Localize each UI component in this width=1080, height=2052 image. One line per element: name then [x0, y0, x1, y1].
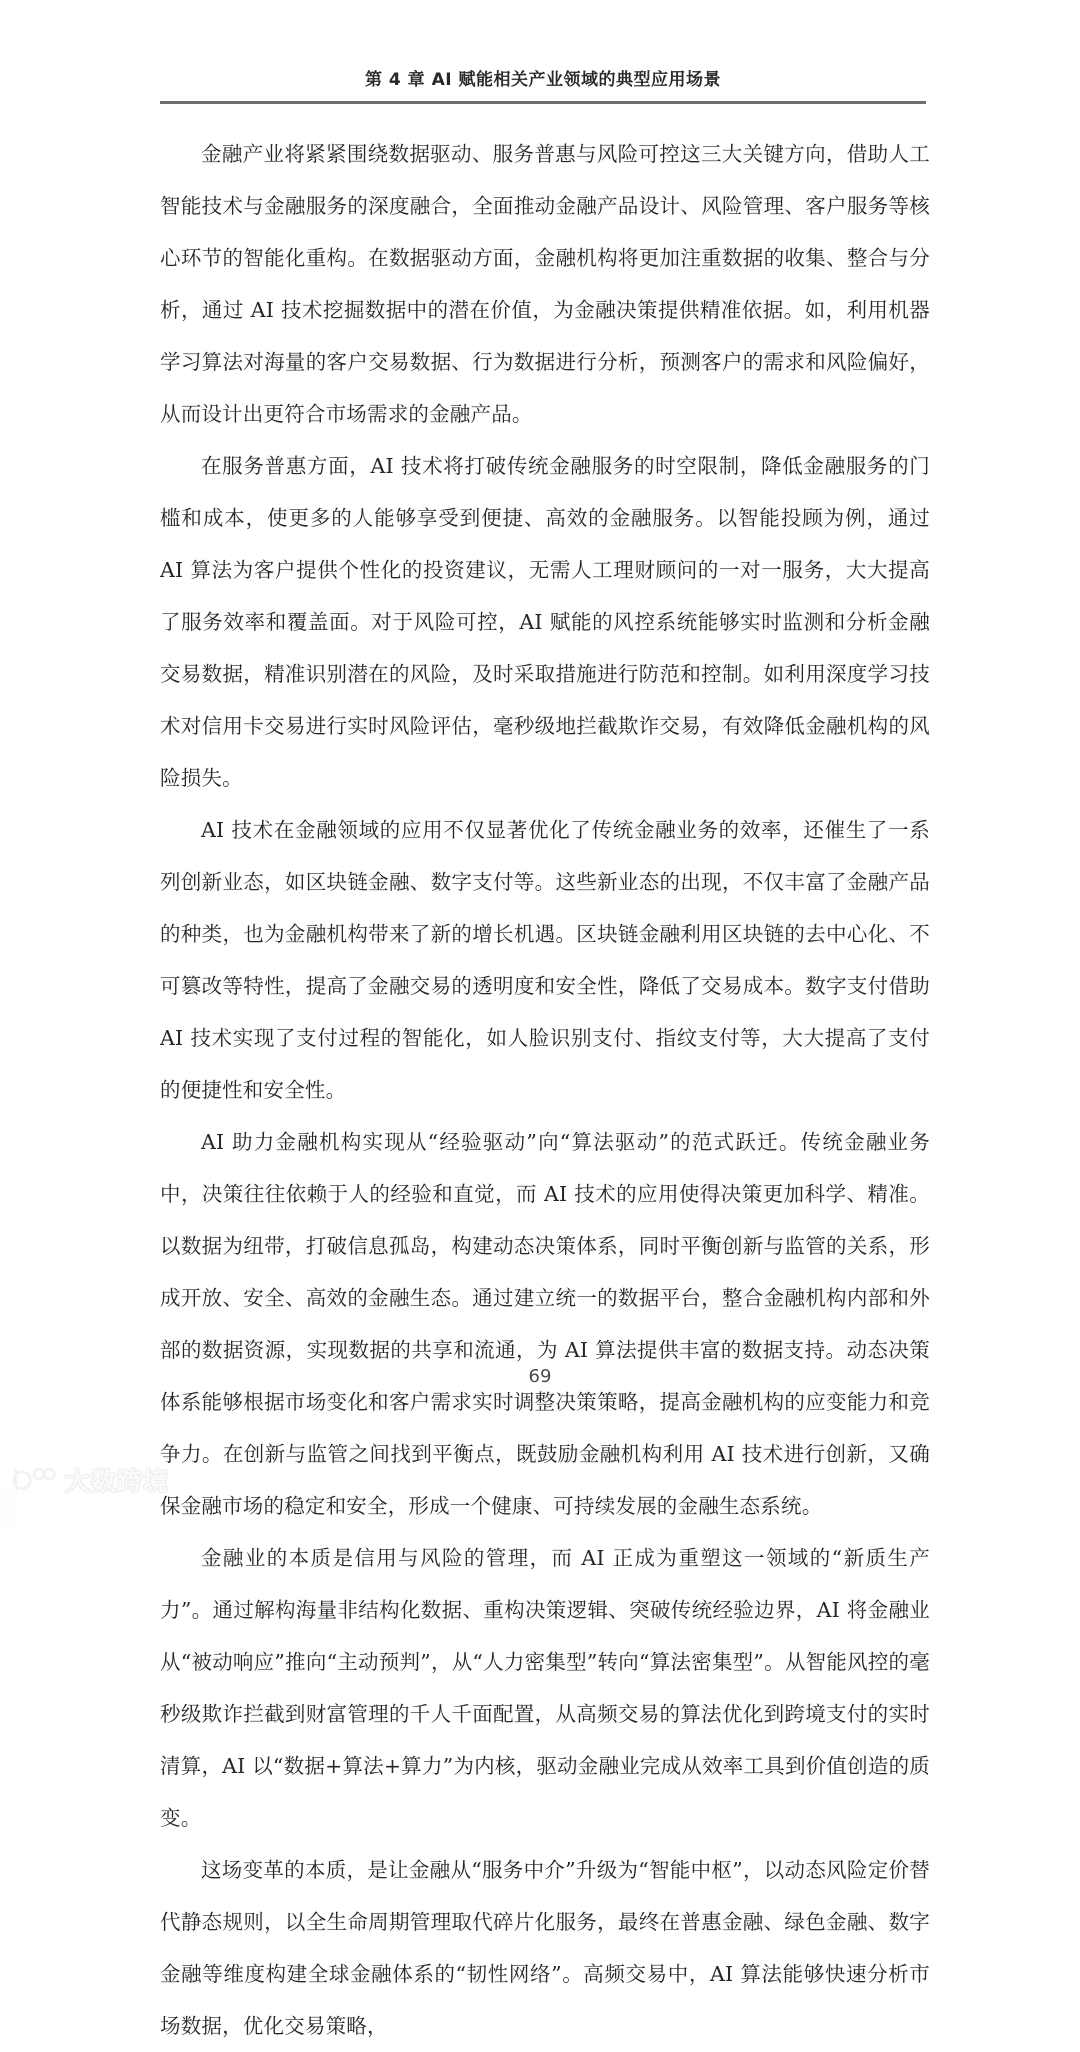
- paragraph: 金融业的本质是信用与风险的管理，而 AI 正成为重塑这一领域的“新质生产力”。通过解构海量非结构化数据、重构决策逻辑、突破传统经验边界，AI 将金融业从“被动响应”推向“主动预判”，从“人力密集型”转向“算法密集型”。从智能风控的毫秒级欺诈拦截到财富管理的千人千面配置，从高频交易的算法优化到跨境支付的实时清算，AI 以“数据+算法+算力”为内核，驱动金融业完成从效率工具到价值创造的质变。: [160, 1546, 930, 1830]
- page-number: 69: [528, 1366, 552, 1387]
- paragraph: 这场变革的本质，是让金融从“服务中介”升级为“智能中枢”，以动态风险定价替代静态规则，以全生命周期管理取代碎片化服务，最终在普惠金融、绿色金融、数字金融等维度构建全球金融体系的“韧性网络”。高频交易中，AI 算法能够快速分析市场数据，优化交易策略，: [160, 1858, 930, 2038]
- header-rule-divider: [160, 101, 926, 104]
- paragraph: AI 助力金融机构实现从“经验驱动”向“算法驱动”的范式跃迁。传统金融业务中，决策往往依赖于人的经验和直觉，而 AI 技术的应用使得决策更加科学、精准。以数据为纽带，打破信息孤岛，构建动态决策体系，同时平衡创新与监管的关系，形成开放、安全、高效的金融生态。通过建立统一的数据平台，整合金融机构内部和外部的数据资源，实现数据的共享和流通，为 AI 算法提供丰富的数据支持。动态决策体系能够根据市场变化和客户需求实时调整决策策略，提高金融机构的应变能力和竞争力。在创新与监管之间找到平衡点，既鼓励金融机构利用 AI 技术进行创新，又确保金融市场的稳定和安全，形成一个健康、可持续发展的金融生态系统。: [160, 1130, 930, 1518]
- running-head-text: 第 4 章 AI 赋能相关产业领域的典型应用场景: [365, 70, 721, 90]
- paragraph: AI 技术在金融领域的应用不仅显著优化了传统金融业务的效率，还催生了一系列创新业态，如区块链金融、数字支付等。这些新业态的出现，不仅丰富了金融产品的种类，也为金融机构带来了新的增长机遇。区块链金融利用区块链的去中心化、不可篡改等特性，提高了金融交易的透明度和安全性，降低了交易成本。数字支付借助 AI 技术实现了支付过程的智能化，如人脸识别支付、指纹支付等，大大提高了支付的便捷性和安全性。: [160, 818, 930, 1102]
- watermark-text: 大数跨境: [65, 1467, 170, 1496]
- body-text-column: [160, 128, 930, 2052]
- page-edge-strip: [0, 1487, 16, 1527]
- paragraph: 在服务普惠方面，AI 技术将打破传统金融服务的时空限制，降低金融服务的门槛和成本，使更多的人能够享受到便捷、高效的金融服务。以智能投顾为例，通过 AI 算法为客户提供个性化的投资建议，无需人工理财顾问的一对一服务，大大提高了服务效率和覆盖面。对于风险可控，AI 赋能的风控系统能够实时监测和分析金融交易数据，精准识别潜在的风险，及时采取措施进行防范和控制。如利用深度学习技术对信用卡交易进行实时风险评估，毫秒级地拦截欺诈交易，有效降低金融机构的风险损失。: [160, 454, 930, 790]
- paragraph: 金融产业将紧紧围绕数据驱动、服务普惠与风险可控这三大关键方向，借助人工智能技术与金融服务的深度融合，全面推动金融产品设计、风险管理、客户服务等核心环节的智能化重构。在数据驱动方面，金融机构将更加注重数据的收集、整合与分析，通过 AI 技术挖掘数据中的潜在价值，为金融决策提供精准依据。如，利用机器学习算法对海量的客户交易数据、行为数据进行分析，预测客户的需求和风险偏好，从而设计出更符合市场需求的金融产品。: [160, 142, 930, 426]
- da-shu-kua-jing-logo-icon: [10, 1465, 56, 1495]
- watermark: [10, 1462, 169, 1498]
- running-head: [160, 70, 926, 90]
